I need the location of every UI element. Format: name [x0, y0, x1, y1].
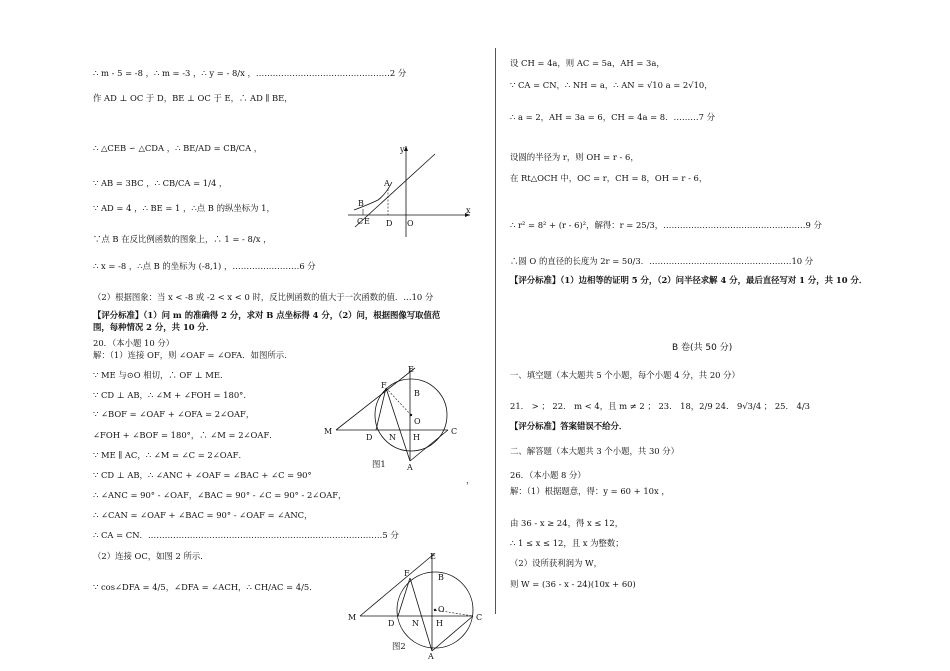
fig2-caption: 图2: [392, 641, 406, 651]
line-r-solve-r: ∴ r² = 8² + (r - 6)²，解得：r = 25/3，……………………………………………9 分: [510, 220, 822, 230]
line-20-foh: ∠FOH + ∠BOF = 180°，∴ ∠M = 2∠OAF．: [93, 430, 278, 440]
scoring-standard-19a: 【评分标准】（1）问 m 的准确得 2 分，求对 B 点坐标得 4 分，（2）问，根据图像写取值范: [93, 310, 441, 320]
fig1-point-f: F: [381, 381, 387, 390]
line-26-profit: （2）设所获利润为 W，: [510, 558, 602, 568]
fig1-point-d: D: [366, 433, 373, 442]
scoring-standard-fill: 【评分标准】答案错误不给分．: [510, 421, 628, 431]
line-point-b-on-graph: ∵点 B 在反比例函数的图象上，∴ 1 = - 8/x ，: [93, 234, 272, 244]
fig2-point-h: H: [436, 619, 443, 628]
fig2-point-d: D: [388, 619, 395, 628]
line-m-value: ∴ m - 5 = -8 ，∴ m = -3 ，∴ y = - 8/x ，…………………………………………2 分: [93, 68, 407, 78]
axis-y-label: y: [400, 145, 405, 154]
line-20-can: ∴ ∠CAN = ∠OAF + ∠BAC = 90° - ∠OAF = ∠ANC，: [93, 510, 313, 520]
point-b-label: B: [358, 199, 364, 208]
line-26-inequality: 由 36 - x ≥ 24，得 x ≤ 12，: [510, 518, 624, 528]
fig1-point-c: C: [451, 427, 458, 436]
scoring-standard-20: 【评分标准】（1）边相等的证明 5 分，（2）问半径求解 4 分，最后直径写对 1 分，共 10 分．: [510, 275, 868, 285]
fig2-point-e: E: [430, 552, 436, 561]
fig1-point-n: N: [389, 433, 396, 442]
fig2-point-n: N: [412, 619, 419, 628]
column-divider: [495, 48, 496, 614]
fig2-point-f: F: [404, 569, 410, 578]
figure-2: [342, 548, 492, 660]
scoring-standard-19b: 围，每种情况 2 分，共 10 分．: [93, 322, 215, 332]
fig1-point-o: O: [414, 417, 421, 426]
line-similar-triangles: ∴ △CEB ∽ △CDA ，∴ BE/AD = CB/CA ，: [93, 143, 263, 153]
fig1-point-h: H: [413, 433, 420, 442]
fig2-point-a: A: [428, 652, 434, 660]
line-26-w-expr: 则 W = (36 - x - 24)(10x + 60): [510, 579, 636, 589]
fig2-point-c: C: [476, 613, 483, 622]
point-c-label: C: [357, 217, 364, 226]
line-20-cd-ab: ∵ CD ⊥ AB，∴ ∠M + ∠FOH = 180°．: [93, 390, 252, 400]
line-20-ca-cn: ∴ CA = CN．…………………………………………………………………………5 分: [93, 530, 399, 540]
fig1-point-b: B: [414, 389, 420, 398]
fig1-point-a: A: [407, 463, 413, 472]
line-r-ch-ac: 设 CH = 4a，则 AC = 5a，AH = 3a，: [510, 58, 665, 68]
line-26-step1: 解：（1）根据题意，得：y = 60 + 10x ，: [510, 486, 670, 496]
point-d-label: D: [386, 219, 393, 228]
figure-1: [318, 362, 468, 474]
line-perpendiculars: 作 AD ⊥ OC 于 D，BE ⊥ OC 于 E，∴ AD ∥ BE，: [93, 93, 293, 103]
problem-26-title: 26．（本小题 8 分）: [510, 470, 586, 480]
fig2-point-b: B: [438, 573, 444, 582]
line-20-tangent: ∵ ME 与⊙O 相切，∴ OF ⊥ ME．: [93, 370, 229, 380]
line-20-anc: ∵ CD ⊥ AB，∴ ∠ANC + ∠OAF = ∠BAC + ∠C = 90°: [93, 470, 312, 480]
fig1-caption: 图1: [372, 459, 386, 469]
line-r-rt-och: 在 Rt△OCH 中，OC = r，CH = 8，OH = r - 6，: [510, 173, 708, 183]
origin-label: O: [407, 219, 414, 228]
fig2-point-o: O: [438, 605, 445, 614]
point-e-label: E: [364, 217, 370, 226]
problem-20-title: 20．（本小题 10 分）: [93, 338, 175, 348]
line-r-an: ∵ CA = CN，∴ NH = a，∴ AN = √10 a = 2√10，: [510, 80, 713, 90]
fig1-point-m: M: [324, 427, 333, 436]
section-fill-blank-heading: 一、填空题（本大题共 5 个小题，每个小题 4 分，共 20 分）: [510, 370, 740, 380]
section-solve-heading: 二、解答题（本大题共 3 个小题，共 30 分）: [510, 446, 680, 456]
line-20-anc2: ∴ ∠ANC = 90° - ∠OAF，∠BAC = 90° - ∠C = 90° - 2∠OAF，: [93, 490, 347, 500]
axis-x-label: x: [466, 206, 471, 215]
line-part2-range: （2）根据图象：当 x < -8 或 -2 < x < 0 时，反比例函数的值大于一次函数的值．…10 分: [93, 292, 434, 302]
fig1-point-e: E: [408, 365, 414, 374]
line-20-part2: （2）连接 OC，如图 2 所示．: [93, 551, 209, 561]
line-ratio: ∵ AB = 3BC ，∴ CB/CA = 1/4 ，: [93, 178, 228, 188]
line-r-diameter: ∴圆 O 的直径的长度为 2r = 50/3．……………………………………………10 分: [510, 256, 814, 266]
answers-21-25: 21． > ； 22． m < 4，且 m ≠ 2 ； 23． 18，2/9 24． 9√3/4 ； 25． 4/3: [510, 401, 811, 411]
line-20-me-ac: ∵ ME ∥ AC，∴ ∠M = ∠C = 2∠OAF．: [93, 450, 247, 460]
line-26-range: ∴ 1 ≤ x ≤ 12，且 x 为整数；: [510, 538, 624, 548]
line-point-b-coords: ∴ x = -8 ，∴点 B 的坐标为 (-8,1) ，……………………6 分: [93, 261, 316, 271]
line-20-cos: ∵ cos∠DFA = 4/5，∠DFA = ∠ACH，∴ CH/AC = 4/5．: [93, 582, 318, 592]
line-r-radius: 设圆的半径为 r，则 OH = r - 6，: [510, 152, 639, 162]
graph-figure: [340, 142, 480, 242]
point-a-label: A: [384, 179, 390, 188]
line-20-step1: 解：（1）连接 OF，则 ∠OAF = ∠OFA．如图所示．: [93, 350, 293, 360]
line-20-comma: ，: [466, 475, 475, 485]
line-r-a-value: ∴ a = 2，AH = 3a = 6，CH = 4a = 8．………7 分: [510, 112, 715, 122]
line-be-value: ∵ AD = 4 ，∴ BE = 1 ，∴点 B 的纵坐标为 1，: [93, 203, 275, 213]
line-20-bof: ∵ ∠BOF = ∠OAF + ∠OFA = 2∠OAF，: [93, 409, 255, 419]
fig2-point-m: M: [348, 613, 357, 622]
section-b-title: B 卷(共 50 分): [672, 343, 733, 353]
